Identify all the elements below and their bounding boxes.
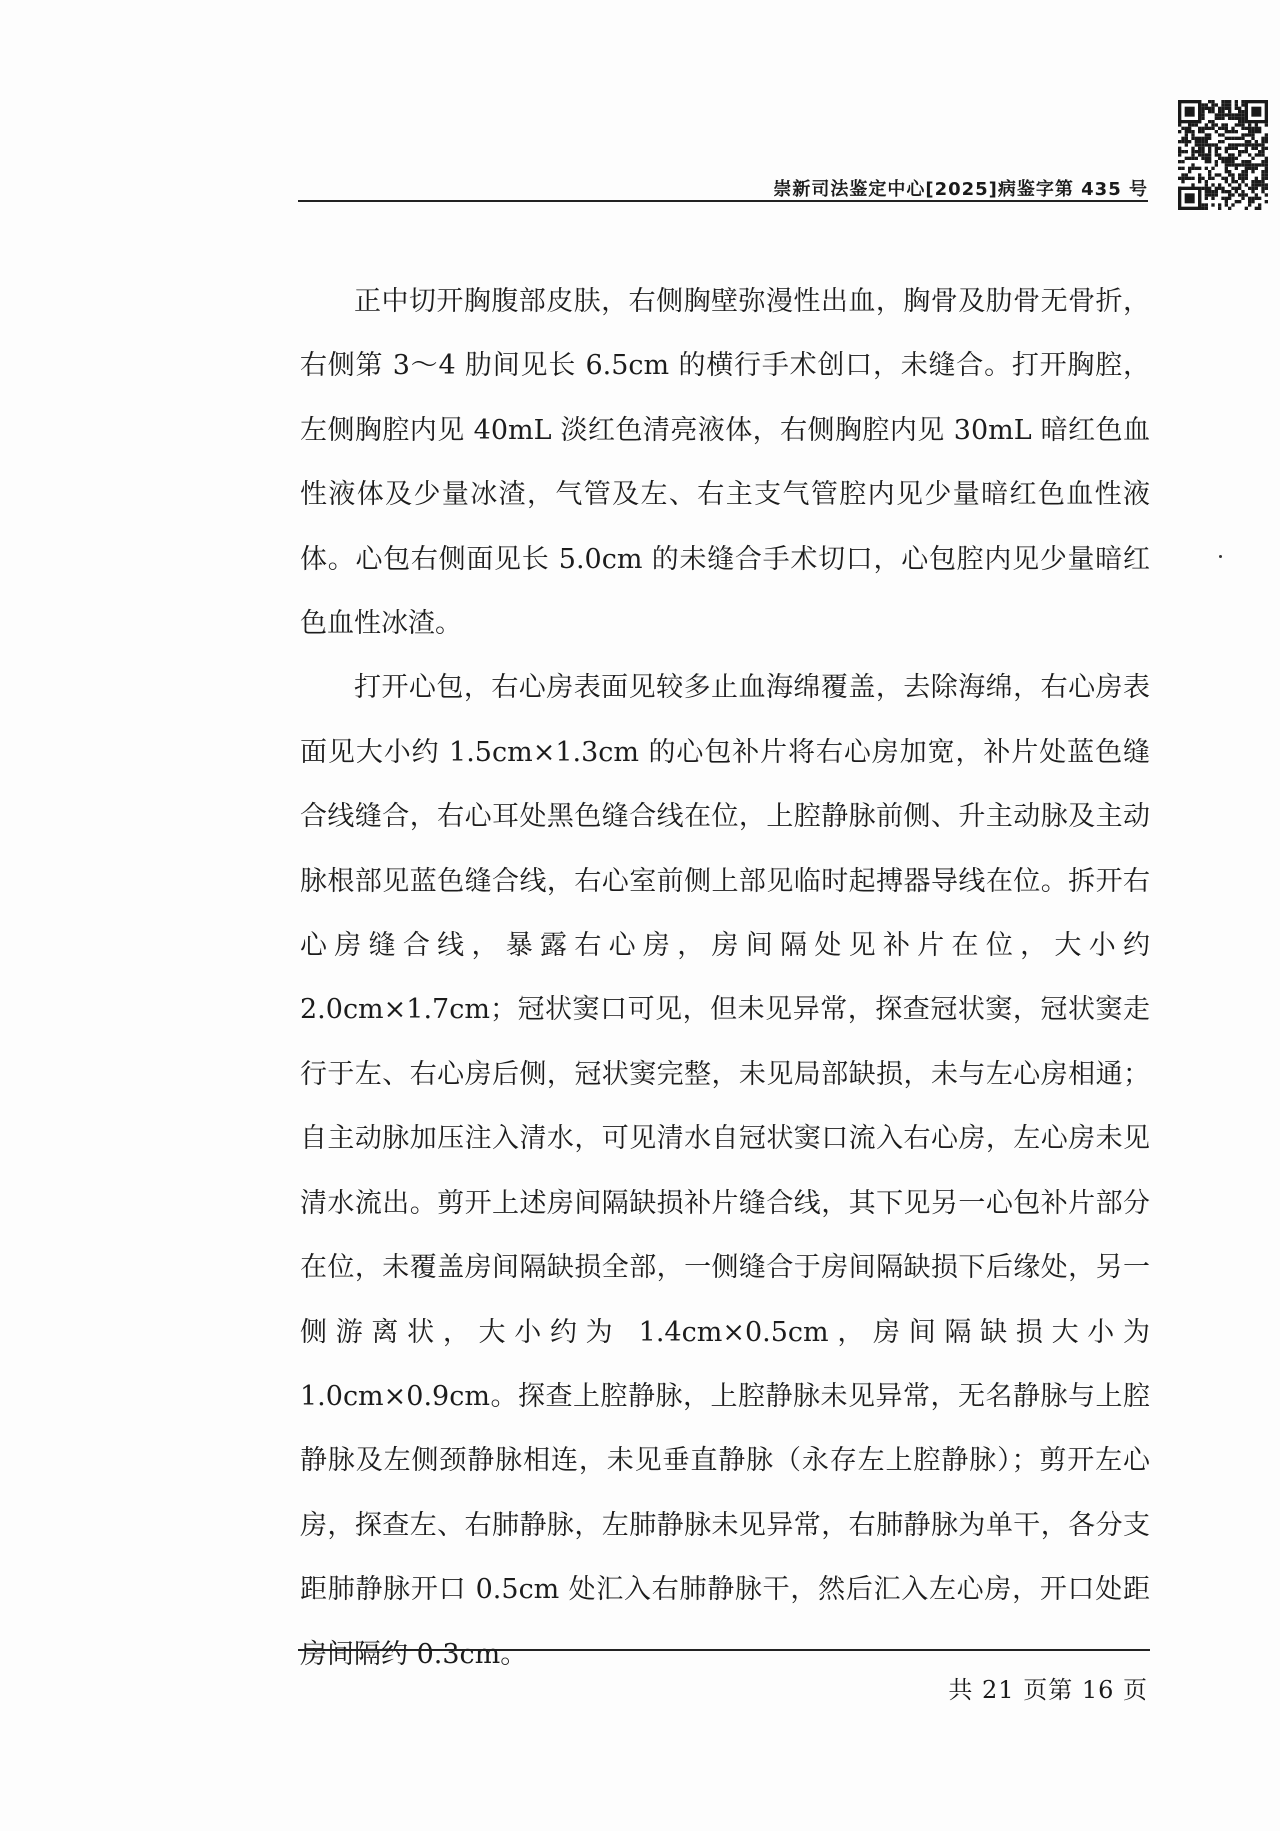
header-divider bbox=[298, 200, 1148, 202]
paragraph-chest-opening: 正中切开胸腹部皮肤，右侧胸壁弥漫性出血，胸骨及肋骨无骨折，右侧第 3～4 肋间见长 6.5cm 的横行手术创口，未缝合。打开胸腔，左侧胸腔内见 40mL 淡红色清亮液体，右侧胸腔内见 30mL 暗红色血性液体及少量冰渣，气管及左、右主支气管腔内见少量暗红色血性液体。心包右侧面见长 5.0cm 的未缝合手术切口，心包腔内见少量暗红色血性冰渣。 bbox=[300, 286, 1150, 640]
qr-code-icon bbox=[1178, 100, 1268, 210]
document-body bbox=[300, 270, 1150, 1687]
document-number: 崇新司法鉴定中心[2025]病鉴字第 435 号 bbox=[773, 179, 1148, 200]
footer-divider bbox=[298, 1649, 1150, 1651]
paragraph-heart-findings: 打开心包，右心房表面见较多止血海绵覆盖，去除海绵，右心房表面见大小约 1.5cm×1.3cm 的心包补片将右心房加宽，补片处蓝色缝合线缝合，右心耳处黑色缝合线在位，上腔静脉前侧、升主动脉及主动脉根部见蓝色缝合线，右心室前侧上部见临时起搏器导线在位。拆开右心房缝合线，暴露右心房，房间隔处见补片在位，大小约 2.0cm×1.7cm；冠状窦口可见，但未见异常，探查冠状窦，冠状窦走行于左、右心房后侧，冠状窦完整，未见局部缺损，未与左心房相通；自主动脉加压注入清水，可见清水自冠状窦口流入右心房，左心房未见清水流出。剪开上述房间隔缺损补片缝合线，其下见另一心包补片部分在位，未覆盖房间隔缺损全部，一侧缝合于房间隔缺损下后缘处，另一侧游离状，大小约为 1.4cm×0.5cm，房间隔缺损大小为 1.0cm×0.9cm。探查上腔静脉，上腔静脉未见异常，无名静脉与上腔静脉及左侧颈静脉相连，未见垂直静脉（永存左上腔静脉）；剪开左心房，探查左、右肺静脉，左肺静脉未见异常，右肺静脉为单干，各分支距肺静脉开口 0.5cm 处汇入右肺静脉干，然后汇入左心房，开口处距房间隔约 0.3cm。 bbox=[300, 672, 1150, 1670]
page-count: 共 21 页第 16 页 bbox=[948, 1676, 1148, 1704]
scan-speck bbox=[1219, 555, 1222, 558]
